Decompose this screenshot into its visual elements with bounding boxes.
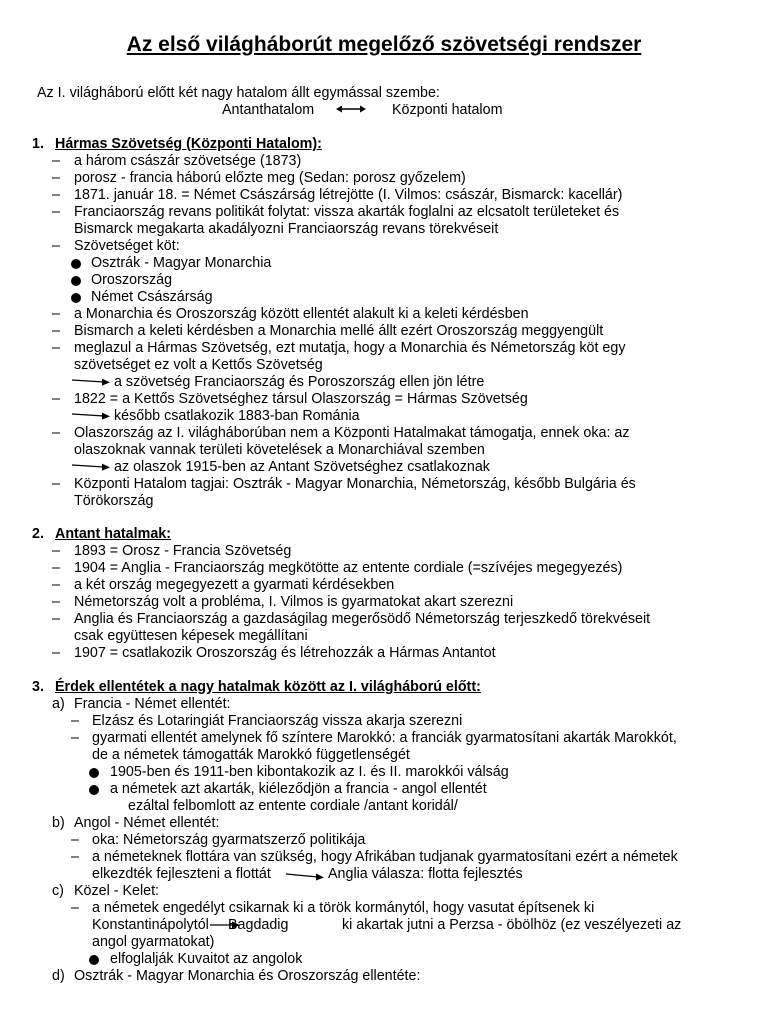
sub-title: Közel - Kelet: [74,883,160,899]
dash-marker: – [52,611,60,627]
list-item-cont: szövetséget ez volt a Kettős Szövetség [74,357,323,373]
section-2-heading [55,526,171,543]
dash-marker: – [52,560,60,576]
list-item-cont: Törökország [74,493,154,509]
arrow-right-icon [72,410,110,420]
list-item: oka: Németország gyarmatszerző politikája [92,832,366,848]
list-item: a Monarchia és Oroszország között ellentét alakult ki a keleti kérdésben [74,306,529,322]
bullet-icon [71,259,81,269]
list-item-cont: Bismarck megakarta akadályozni Franciaország revans törekvéseit [74,221,499,237]
section-1-heading-text: Hármas Szövetség (Központi Hatalom): [55,136,322,152]
bullet-item: a németek azt akarták, kiéleződjön a francia - angol ellentét [110,781,487,797]
intro-text: Az I. világháború előtt két nagy hatalom állt egymással szembe: [37,85,440,101]
sub-title: Angol - Német ellentét: [74,815,220,831]
bullet-icon [71,293,81,303]
sub-bullet-item: ezáltal felbomlott az entente cordiale /antant koridál/ [128,798,458,814]
sub-title: Francia - Német ellentét: [74,696,231,712]
arrow-right-icon [72,376,110,386]
arrow-item: a szövetség Franciaország és Poroszország ellen jön létre [114,374,485,390]
section-3-heading-text: Érdek ellentétek a nagy hatalmak között az I. világháború előtt: [55,679,481,695]
list-item-cont: olaszoknak vannak területi követelések a Monarchiával szemben [74,442,485,458]
sub-letter: c) [52,883,64,899]
list-item: Anglia és Franciaország a gazdaságilag megerősödő Németország terjeszkedő törekvéseit [74,611,651,627]
list-item: Elzász és Lotaringiát Franciaország vissza akarja szerezni [92,713,463,729]
bullet-item: elfoglalják Kuvaitot az angolok [110,951,303,967]
list-item: 1904 = Anglia - Franciaország megkötötte az entente cordiale (=szívéjes megegyezés) [74,560,623,576]
list-item-cont: ki akartak jutni a Perzsa - öbölhöz (ez veszélyezeti az [342,917,682,933]
section-1-heading [55,136,322,153]
list-item: Központi Hatalom tagjai: Osztrák - Magyar Monarchia, Németország, később Bulgária és [74,476,636,492]
list-item: porosz - francia háború előzte meg (Sedan: porosz győzelem) [74,170,466,186]
section-2-number: 2. [32,526,44,542]
dash-marker: – [52,323,60,339]
section-1-number: 1. [32,136,44,152]
arrow-right-icon [72,461,110,471]
arrow-item: az olaszok 1915-ben az Antant Szövetséghez csatlakoznak [114,459,490,475]
sub-letter: a) [52,696,65,712]
bullet-icon [89,785,99,795]
section-3-number: 3. [32,679,44,695]
dash-marker: – [52,170,60,186]
list-item-cont: Anglia válasza: flotta fejlesztés [328,866,523,882]
section-2-heading-text: Antant hatalmak: [55,526,171,542]
dash-marker: – [52,425,60,441]
dash-marker: – [52,391,60,407]
bullet-icon [89,768,99,778]
list-item: Franciaország revans politikát folytat: vissza akarták foglalni az elcsatolt területeket és [74,204,620,220]
intro-left: Antanthatalom [222,102,315,118]
dash-marker: – [52,306,60,322]
dash-marker: – [71,832,79,848]
sub-letter: b) [52,815,65,831]
list-item-cont: angol gyarmatokat) [92,934,215,950]
bullet-icon [71,276,81,286]
bullet-item: Német Császárság [91,289,213,305]
intro-right: Központi hatalom [392,102,503,118]
list-item: 1822 = a Kettős Szövetséghez társul Olaszország = Hármas Szövetség [74,391,528,407]
list-item: a németek engedélyt csikarnak ki a török kormánytól, hogy vasutat építsenek ki [92,900,595,916]
list-item-cont: Konstantinápolytól [92,917,209,933]
double-arrow-icon [336,104,366,114]
list-item-cont: csak együttesen képesek megállítani [74,628,308,644]
dash-marker: – [52,594,60,610]
page-title: Az első világháborút megelőző szövetségi rendszer [126,33,642,56]
dash-marker: – [52,645,60,661]
dash-marker: – [71,713,79,729]
dash-marker: – [52,340,60,356]
list-item: gyarmati ellentét amelynek fő színtere Marokkó: a franciák gyarmatosítani akarták Marokkót, [92,730,677,746]
list-item: a németeknek flottára van szükség, hogy Afrikában tudjanak gyarmatosítani ezért a németek [92,849,678,865]
dash-marker: – [52,204,60,220]
list-item: 1893 = Orosz - Francia Szövetség [74,543,292,559]
list-item: a két ország megegyezett a gyarmati kérdésekben [74,577,395,593]
sub-title: Osztrák - Magyar Monarchia és Oroszország ellentéte: [74,968,421,984]
list-item-cont: Bagdadig [228,917,289,933]
bullet-item: Oroszország [91,272,173,288]
list-item: meglazul a Hármas Szövetség, ezt mutatja, hogy a Monarchia és Németország köt egy [74,340,626,356]
dash-marker: – [52,577,60,593]
dash-marker: – [52,476,60,492]
list-item: a három császár szövetsége (1873) [74,153,302,169]
list-item: 1907 = csatlakozik Oroszország és létrehozzák a Hármas Antantot [74,645,496,661]
arrow-right-icon [286,870,324,882]
dash-marker: – [52,153,60,169]
dash-marker: – [71,730,79,746]
list-item-cont: elkezdték fejleszteni a flottát [92,866,271,882]
list-item-cont: de a németek támogatták Marokkó függetlenségét [92,747,410,763]
dash-marker: – [52,543,60,559]
list-item: 1871. január 18. = Német Császárság létrejötte (I. Vilmos: császár, Bismarck: kacellár) [74,187,623,203]
bullet-icon [89,955,99,965]
dash-marker: – [52,238,60,254]
list-item: Olaszország az I. világháborúban nem a Központi Hatalmakat támogatja, ennek oka: az [74,425,630,441]
dash-marker: – [71,849,79,865]
list-item: Szövetséget köt: [74,238,180,254]
dash-marker: – [52,187,60,203]
sub-letter: d) [52,968,65,984]
bullet-item: Osztrák - Magyar Monarchia [91,255,272,271]
dash-marker: – [71,900,79,916]
bullet-item: 1905-ben és 1911-ben kibontakozik az I. és II. marokkói válság [110,764,509,780]
list-item: Németország volt a probléma, I. Vilmos is gyarmatokat akart szerezni [74,594,514,610]
list-item: Bismarch a keleti kérdésben a Monarchia mellé állt ezért Oroszország meggyengült [74,323,604,339]
arrow-item: később csatlakozik 1883-ban Románia [114,408,360,424]
section-3-heading [55,679,481,696]
